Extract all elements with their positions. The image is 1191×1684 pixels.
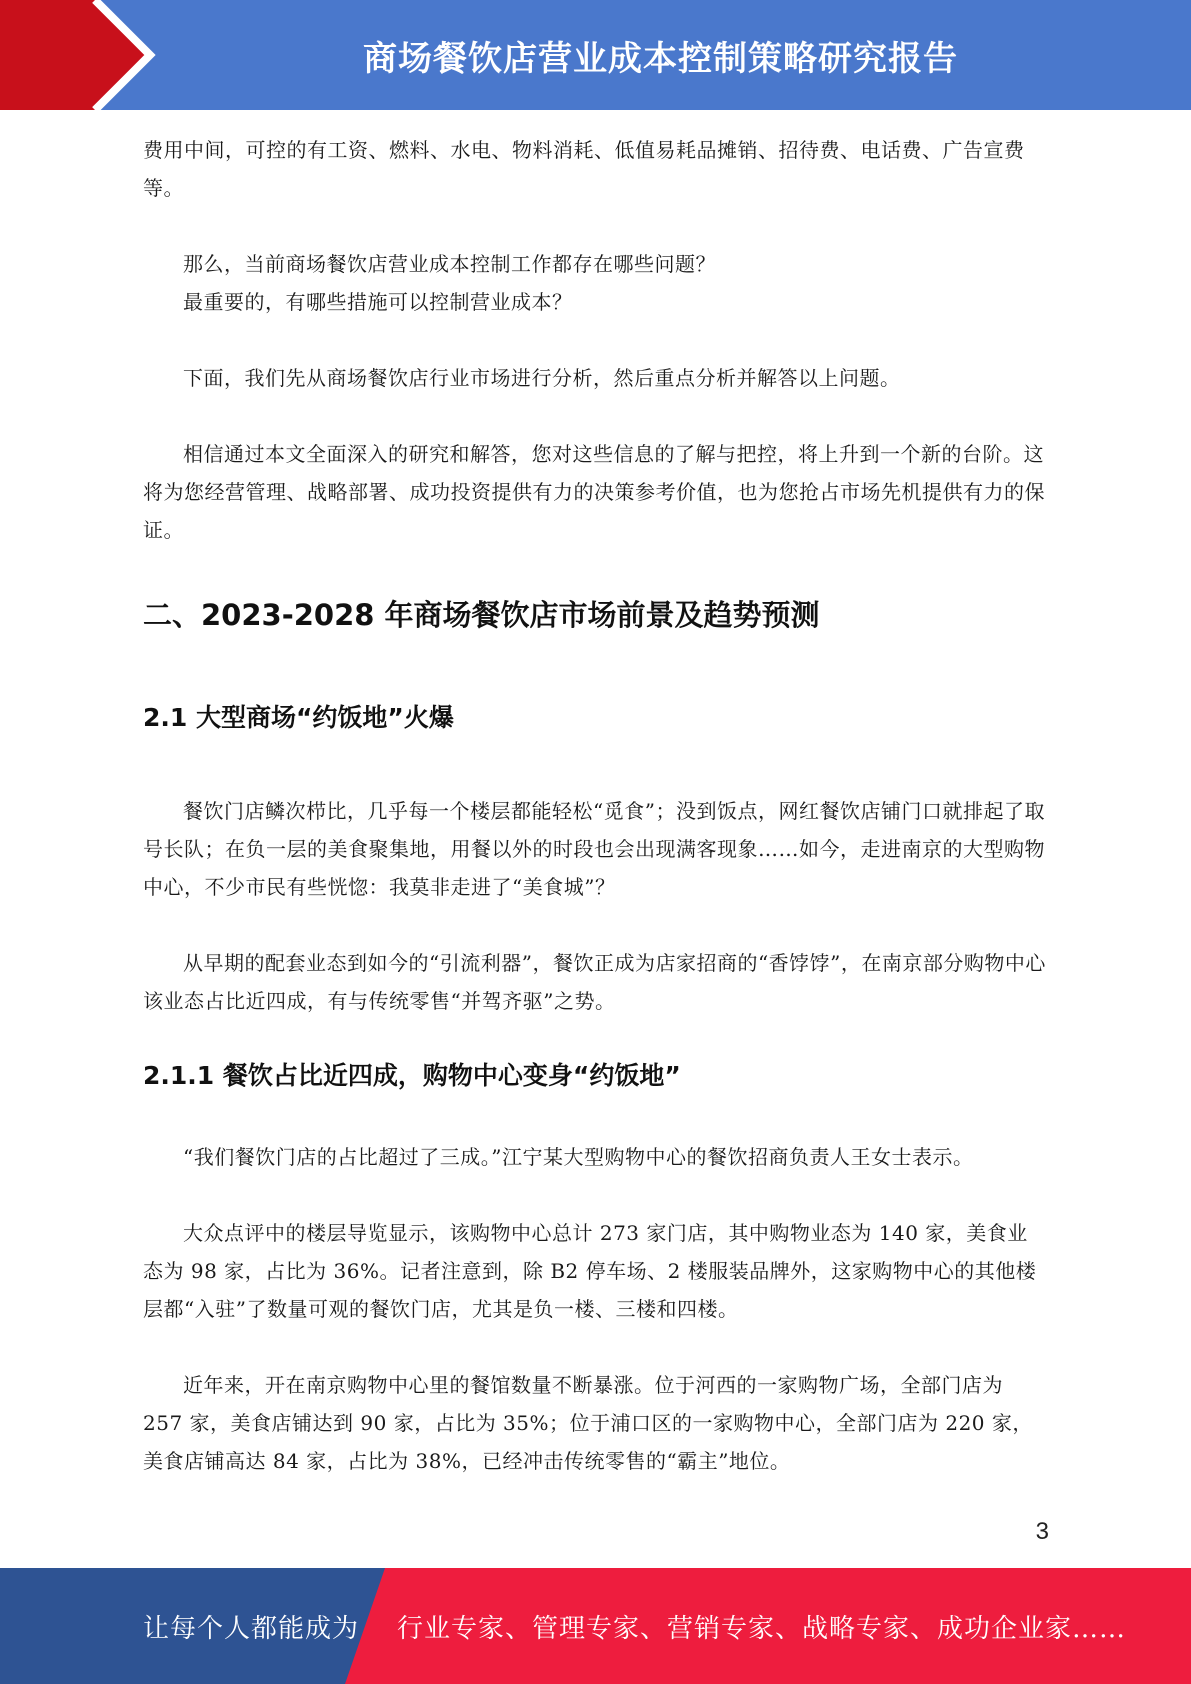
- subsection-heading-2-1: 2.1 大型商场“约饭地”火爆: [143, 703, 454, 732]
- page-number: 3: [1035, 1518, 1049, 1545]
- paragraph-question-measures: 最重要的，有哪些措施可以控制营业成本？: [183, 290, 573, 314]
- paragraph-restaurant-growth: 近年来，开在南京购物中心里的餐馆数量不断暴涨。位于河西的一家购物广场，全部门店为 257 家，美食店铺达到 90 家，占比为 35%；位于浦口区的一家购物中心，全部门店为 220 家，美食店铺高达 84 家，占比为 38%，已经冲击传统零售的“霸主”地位。: [143, 1373, 1033, 1473]
- header-title: 商场餐饮店营业成本控制策略研究报告: [363, 38, 958, 79]
- paragraph-controllable-costs: 费用中间，可控的有工资、燃料、水电、物料消耗、低值易耗品摊销、招待费、电话费、广告宣费等。: [143, 138, 1025, 200]
- paragraph-traffic-driver: 从早期的配套业态到如今的“引流利器”，餐饮正成为店家招商的“香饽饽”，在南京部分购物中心该业态占比近四成，有与传统零售“并驾齐驱”之势。: [143, 951, 1046, 1013]
- paragraph-dining-boom: 餐饮门店鳞次栉比，几乎每一个楼层都能轻松“觅食”；没到饭点，网红餐饮店铺门口就排起了取号长队；在负一层的美食聚集地，用餐以外的时段也会出现满客现象……如今，走进南京的大型购物中心，不少市民有些恍惚：我莫非走进了“美食城”？: [143, 799, 1045, 899]
- paragraph-value-statement: 相信通过本文全面深入的研究和解答，您对这些信息的了解与把控，将上升到一个新的台阶。这将为您经营管理、战略部署、成功投资提供有力的决策参考价值，也为您抢占市场先机提供有力的保证。: [143, 442, 1045, 542]
- paragraph-analysis-intro: 下面，我们先从商场餐饮店行业市场进行分析，然后重点分析并解答以上问题。: [183, 366, 901, 390]
- paragraph-question-problems: 那么，当前商场餐饮店营业成本控制工作都存在哪些问题？: [183, 252, 716, 276]
- footer-slogan-right: 行业专家、管理专家、营销专家、战略专家、成功企业家……: [397, 1613, 1127, 1644]
- page-footer: [0, 1568, 1191, 1684]
- section-heading-market-forecast: 二、2023-2028 年商场餐饮店市场前景及趋势预测: [143, 598, 820, 632]
- subsection-heading-2-1-1: 2.1.1 餐饮占比近四成，购物中心变身“约饭地”: [143, 1061, 681, 1090]
- document-body: [143, 131, 1048, 1480]
- page-header: [0, 0, 1191, 110]
- paragraph-dianping-stats: 大众点评中的楼层导览显示，该购物中心总计 273 家门店，其中购物业态为 140 家，美食业态为 98 家，占比为 36%。记者注意到，除 B2 停车场、2 楼服装品牌外，这家购物中心的其他楼层都“入驻”了数量可观的餐饮门店，尤其是负一楼、三楼和四楼。: [143, 1221, 1037, 1321]
- footer-slogan-left: 让每个人都能成为: [143, 1613, 360, 1644]
- paragraph-quote-ms-wang: “我们餐饮门店的占比超过了三成。”江宁某大型购物中心的餐饮招商负责人王女士表示。: [183, 1145, 974, 1169]
- header-chevron-decoration: [0, 0, 160, 110]
